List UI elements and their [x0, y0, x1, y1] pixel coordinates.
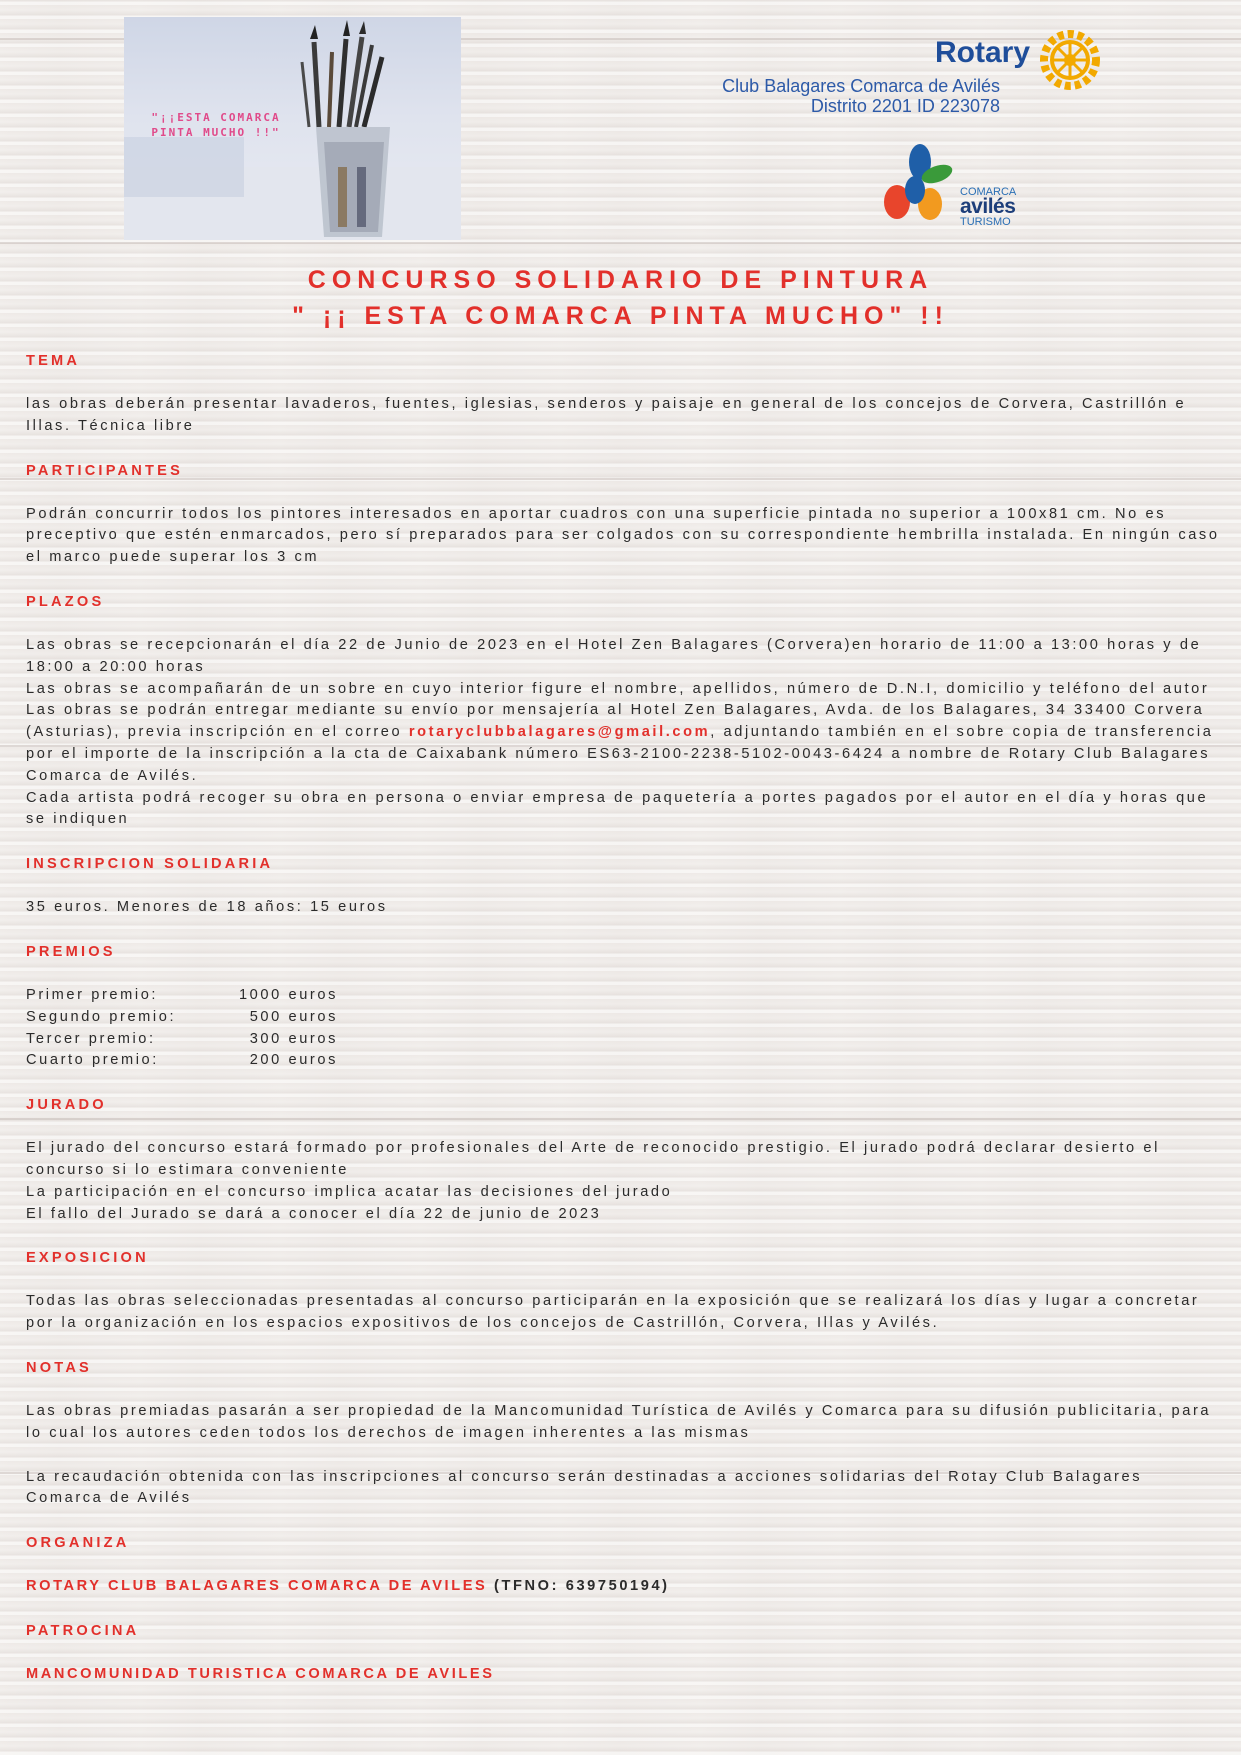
- prize-label: Cuarto premio:: [26, 1052, 159, 1069]
- tema-text: las obras deberán presentar lavaderos, fuentes, iglesias, senderos y paisaje en general de los concejos de Corvera, Castrillón e Illas. Técnica libre: [26, 396, 1187, 434]
- jurado-paragraph: El fallo del Jurado se dará a conocer el día 22 de junio de 2023: [26, 1205, 602, 1222]
- photo-caption-line: "¡¡ESTA COMARCA: [151, 111, 281, 124]
- inscripcion-text: 35 euros. Menores de 18 años: 15 euros: [26, 899, 388, 916]
- aviles-symbol-icon: [875, 142, 965, 232]
- plazos-delivery-text: , adjuntando también en el sobre copia de transferencia por el importe de la inscripción a la cta de Caixabank número ES63-2100-2238-5102-0043-6424 a nombre de Rotary Club Balagares Comarca de Avilés.: [26, 724, 1214, 784]
- section-heading-participantes: PARTICIPANTES: [26, 462, 184, 479]
- rotary-wheel-icon: [1038, 28, 1102, 92]
- prize-label: Tercer premio:: [26, 1030, 156, 1047]
- wood-seam: [0, 242, 1241, 244]
- section-heading-organiza: ORGANIZA: [26, 1535, 130, 1552]
- notas-paragraph: La recaudación obtenida con las inscripciones al concurso serán destinadas a acciones solidarias del Rotay Club Balagares Comarca de Avilés: [26, 1468, 1143, 1507]
- section-heading-inscripcion: INSCRIPCION SOLIDARIA: [26, 856, 274, 873]
- rotary-district: Distrito 2201 ID 223078: [810, 96, 1000, 116]
- plazos-text: [26, 635, 1221, 831]
- header-photo: [124, 17, 461, 240]
- section-heading-plazos: PLAZOS: [26, 593, 105, 610]
- prize-row: [26, 1029, 1221, 1051]
- jurado-paragraph: El jurado del concurso estará formado por profesionales del Arte de reconocido prestigio. El jurado podrá declarar desierto el concurso si lo estimara conveniente: [26, 1140, 1160, 1178]
- aviles-turismo-label: TURISMO: [960, 216, 1011, 228]
- aviles-comarca-label: COMARCA: [960, 186, 1017, 198]
- page-title-line1: CONCURSO SOLIDARIO DE PINTURA: [307, 266, 934, 294]
- section-heading-patrocina: PATROCINA: [26, 1622, 140, 1639]
- photo-caption-line: PINTA MUCHO !!": [151, 126, 281, 139]
- participantes-text: Podrán concurrir todos los pintores interesados en aportar cuadros con una superficie pintada no superior a 100x81 cm. No es preceptivo que estén enmarcados, pero sí preparados para ser colgados con su correspondiente hembrilla instalada. En ningún caso el marco puede superar los 3 cm: [26, 505, 1220, 566]
- prize-value: 1000 euros: [238, 986, 338, 1003]
- organizer-name: ROTARY CLUB BALAGARES COMARCA DE AVILES: [26, 1578, 488, 1595]
- prize-row: [26, 1007, 1221, 1029]
- rotary-wordmark: Rotary: [935, 36, 1031, 69]
- prize-value: 200 euros: [249, 1052, 338, 1069]
- prize-row: [26, 1050, 1221, 1072]
- plazos-paragraph: Cada artista podrá recoger su obra en persona o enviar empresa de paquetería a portes pagados por el autor en el día y horas que se indiquen: [26, 789, 1209, 828]
- section-heading-jurado: JURADO: [26, 1097, 107, 1114]
- section-heading-premios: PREMIOS: [26, 943, 116, 960]
- section-heading-exposicion: EXPOSICION: [26, 1250, 149, 1267]
- plazos-paragraph: Las obras se acompañarán de un sobre en cuyo interior figure el nombre, apellidos, número de D.N.I, domicilio y teléfono del autor: [26, 680, 1210, 697]
- notas-paragraph: Las obras premiadas pasarán a ser propiedad de la Mancomunidad Turística de Avilés y Comarca para su difusión publicitaria, para lo cual los autores ceden todos los derechos de imagen inherentes a las mismas: [26, 1402, 1212, 1441]
- plazos-delivery-text: Las obras se podrán entregar mediante su envío por mensajería al Hotel Zen Balagares, Avda. de los Balagares, 34 33400 Corvera (Asturias), previa inscripción en el correo: [26, 702, 1205, 741]
- premios-list: [26, 985, 1221, 1072]
- sponsor-name: MANCOMUNIDAD TURISTICA COMARCA DE AVILES: [26, 1665, 495, 1682]
- prize-label: Segundo premio:: [26, 1008, 177, 1025]
- aviles-name: avilés: [960, 195, 1016, 218]
- plazos-paragraph: Las obras se recepcionarán el día 22 de Junio de 2023 en el Hotel Zen Balagares (Corvera)en horario de 11:00 a 13:00 horas y de 18:00 a 20:00 horas: [26, 636, 1202, 675]
- jurado-paragraph: La participación en el concurso implica acatar las decisiones del jurado: [26, 1183, 673, 1200]
- page-title-line2: " ¡¡ ESTA COMARCA PINTA MUCHO" !!: [292, 302, 949, 330]
- photo-caption: [132, 110, 300, 140]
- rotary-logo: [722, 28, 1108, 123]
- organizer-phone: (TFNO: 639750194): [487, 1578, 670, 1595]
- contest-rules: [26, 350, 1221, 1708]
- comarca-aviles-logo: [875, 142, 1035, 232]
- prize-label: Primer premio:: [26, 986, 159, 1003]
- prize-value: 500 euros: [249, 1008, 338, 1025]
- section-heading-notas: NOTAS: [26, 1359, 92, 1376]
- section-heading-tema: TEMA: [26, 353, 81, 369]
- prize-value: 300 euros: [249, 1030, 338, 1047]
- organiza-line: [26, 1576, 1221, 1598]
- contact-email-link[interactable]: rotaryclubbalagares@gmail.com: [408, 724, 711, 741]
- jurado-text: [26, 1138, 1221, 1225]
- plazos-paragraph: [26, 700, 1221, 787]
- exposicion-text: Todas las obras seleccionadas presentadas al concurso participarán en la exposición que se realizará los días y lugar a concretar por la organización en los espacios expositivos de los concejos de Castrillón, Corvera, Illas y Avilés.: [26, 1293, 1200, 1332]
- prize-row: [26, 985, 1221, 1007]
- rotary-club-name: Club Balagares Comarca de Avilés: [722, 76, 1000, 96]
